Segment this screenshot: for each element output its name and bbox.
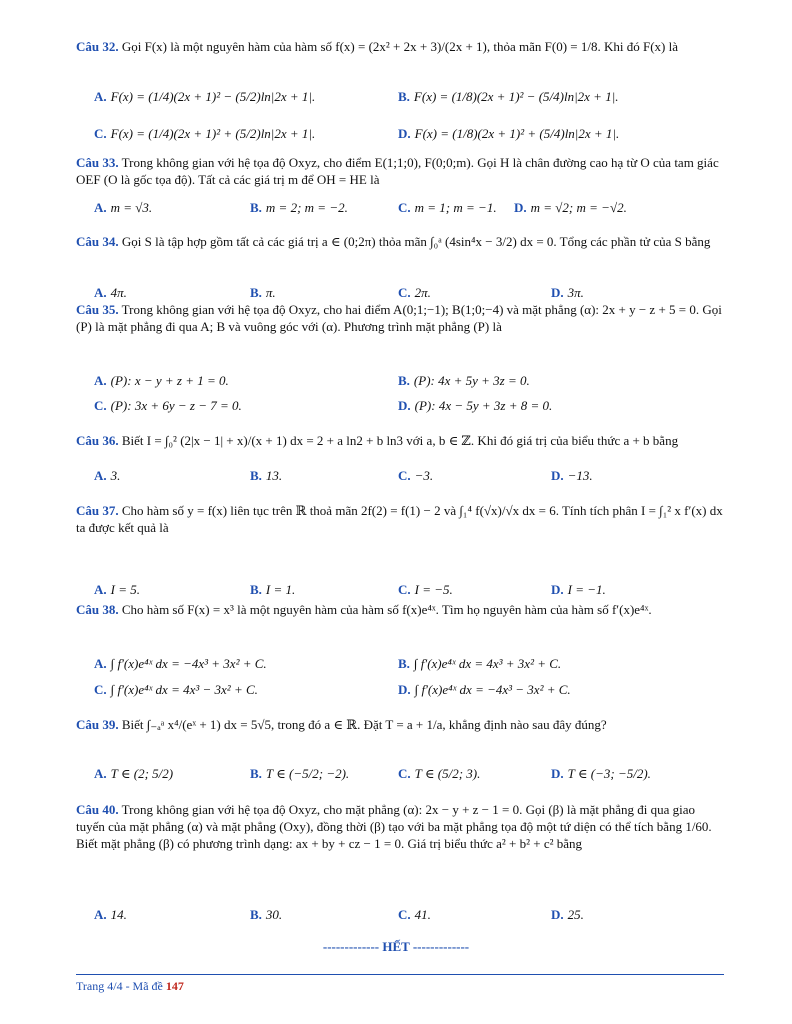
option-b: B. F(x) = (1/8)(2x + 1)² − (5/4)ln|2x + 1|. bbox=[398, 89, 619, 104]
option-d: D. I = −1. bbox=[551, 582, 606, 597]
option-d: D. 3π. bbox=[551, 285, 584, 300]
option-c: C. ∫ f′(x)e⁴ˣ dx = 4x³ − 3x² + C. bbox=[94, 682, 258, 697]
option-b: B. ∫ f′(x)e⁴ˣ dx = 4x³ + 3x² + C. bbox=[398, 656, 562, 671]
option-a: A. 14. bbox=[94, 907, 127, 922]
option-a: A. T ∈ (2; 5/2) bbox=[94, 766, 174, 781]
option-c: C. 2π. bbox=[398, 285, 431, 300]
question-33 bbox=[76, 154, 724, 188]
question-text: Trong không gian với hệ tọa độ Oxyz, cho điểm E(1;1;0), F(0;0;m). Gọi H là chân đường cao hạ từ O của tam giác OEF (O là gốc tọa độ). Tất cả các giá trị m để OH = HE là bbox=[76, 155, 719, 187]
question-36 bbox=[76, 432, 724, 449]
option-d: D. (P): 4x − 5y + 3z + 8 = 0. bbox=[398, 398, 553, 413]
question-40 bbox=[76, 801, 724, 852]
question-number: Câu 40. bbox=[76, 802, 119, 817]
question-number: Câu 35. bbox=[76, 302, 119, 317]
option-b: B. T ∈ (−5/2; −2). bbox=[250, 766, 350, 781]
question-number: Câu 36. bbox=[76, 433, 119, 448]
option-d: D. −13. bbox=[551, 468, 593, 483]
option-a: A. ∫ f′(x)e⁴ˣ dx = −4x³ + 3x² + C. bbox=[94, 656, 267, 671]
option-c: C. I = −5. bbox=[398, 582, 453, 597]
question-text: Trong không gian với hệ tọa độ Oxyz, cho mặt phẳng (α): 2x − y + z − 1 = 0. Gọi (β) là mặt phẳng đi qua giao tuyến của mặt phẳng (α) và mặt phẳng (Oxy), đồng thời (β) tạo với ba mặt phẳng tọa độ một tứ diện có thể tích bằng 1/60. Biết mặt phẳng (β) có phương trình dạng: ax + by + cz − 1 = 0. Giá trị biểu thức a² + b² + c² bằng bbox=[76, 802, 712, 851]
question-text: Cho hàm số y = f(x) liên tục trên ℝ thoả mãn 2f(2) = f(1) − 2 và ∫₁⁴ f(√x)/√x dx = 6. Tính tích phân I = ∫₁² x f′(x) dx ta được kết quả là bbox=[76, 503, 723, 535]
option-c: C. −3. bbox=[398, 468, 434, 483]
question-37 bbox=[76, 502, 724, 536]
option-b: B. m = 2; m = −2. bbox=[250, 200, 348, 215]
option-a: A. 3. bbox=[94, 468, 121, 483]
question-number: Câu 38. bbox=[76, 602, 119, 617]
question-text: Cho hàm số F(x) = x³ là một nguyên hàm của hàm số f(x)e⁴ˣ. Tìm họ nguyên hàm của hàm số f′(x)e⁴ˣ. bbox=[121, 602, 652, 617]
option-a: A. F(x) = (1/4)(2x + 1)² − (5/2)ln|2x + 1|. bbox=[94, 89, 316, 104]
exam-code: 147 bbox=[165, 979, 184, 993]
question-text: Gọi F(x) là một nguyên hàm của hàm số f(x) = (2x² + 2x + 3)/(2x + 1), thỏa mãn F(0) = 1/8. Khi đó F(x) là bbox=[121, 39, 679, 54]
question-34 bbox=[76, 233, 724, 250]
option-c: C. m = 1; m = −1. bbox=[398, 200, 497, 215]
option-a: A. I = 5. bbox=[94, 582, 140, 597]
option-d: D. T ∈ (−3; −5/2). bbox=[551, 766, 651, 781]
option-a: A. 4π. bbox=[94, 285, 127, 300]
option-d: D. 25. bbox=[551, 907, 584, 922]
question-number: Câu 39. bbox=[76, 717, 119, 732]
option-c: C. F(x) = (1/4)(2x + 1)² + (5/2)ln|2x + 1|. bbox=[94, 126, 316, 141]
option-b: B. 13. bbox=[250, 468, 283, 483]
option-d: D. ∫ f′(x)e⁴ˣ dx = −4x³ − 3x² + C. bbox=[398, 682, 571, 697]
question-35 bbox=[76, 301, 724, 335]
option-b: B. 30. bbox=[250, 907, 283, 922]
question-number: Câu 32. bbox=[76, 39, 119, 54]
question-38 bbox=[76, 601, 724, 618]
option-c: C. 41. bbox=[398, 907, 431, 922]
option-c: C. (P): 3x + 6y − z − 7 = 0. bbox=[94, 398, 242, 413]
footer-page-text: Trang 4/4 - Mã đề bbox=[76, 979, 166, 993]
question-text: Biết I = ∫₀² (2|x − 1| + x)/(x + 1) dx = 2 + a ln2 + b ln3 với a, b ∈ ℤ. Khi đó giá trị của biểu thức a + b bằng bbox=[121, 433, 679, 448]
question-number: Câu 37. bbox=[76, 503, 119, 518]
option-a: A. m = √3. bbox=[94, 200, 153, 215]
option-d: D. F(x) = (1/8)(2x + 1)² + (5/4)ln|2x + 1|. bbox=[398, 126, 620, 141]
end-marker: ------------- HẾT ------------- bbox=[322, 939, 470, 954]
footer-divider bbox=[76, 974, 724, 975]
question-text: Trong không gian với hệ tọa độ Oxyz, cho hai điểm A(0;1;−1); B(1;0;−4) và mặt phẳng (α): 2x + y − z + 5 = 0. Gọi (P) là mặt phẳng đi qua A; B và vuông góc với (α). Phương trình mặt phẳng (P) là bbox=[76, 302, 722, 334]
question-32 bbox=[76, 38, 724, 55]
question-number: Câu 34. bbox=[76, 234, 119, 249]
question-number: Câu 33. bbox=[76, 155, 119, 170]
option-a: A. (P): x − y + z + 1 = 0. bbox=[94, 373, 229, 388]
question-39 bbox=[76, 716, 724, 733]
option-b: B. π. bbox=[250, 285, 276, 300]
option-d: D. m = √2; m = −√2. bbox=[514, 200, 627, 215]
option-b: B. I = 1. bbox=[250, 582, 296, 597]
option-b: B. (P): 4x + 5y + 3z = 0. bbox=[398, 373, 530, 388]
question-text: Biết ∫₋ₐᵃ x⁴/(eˣ + 1) dx = 5√5, trong đó a ∈ ℝ. Đặt T = a + 1/a, khẳng định nào sau đây đúng? bbox=[121, 717, 607, 732]
question-text: Gọi S là tập hợp gồm tất cả các giá trị a ∈ (0;2π) thỏa mãn ∫₀ᵃ (4sin⁴x − 3/2) dx = 0. Tổng các phần tử của S bằng bbox=[121, 234, 711, 249]
page-footer bbox=[76, 979, 184, 994]
option-c: C. T ∈ (5/2; 3). bbox=[398, 766, 481, 781]
